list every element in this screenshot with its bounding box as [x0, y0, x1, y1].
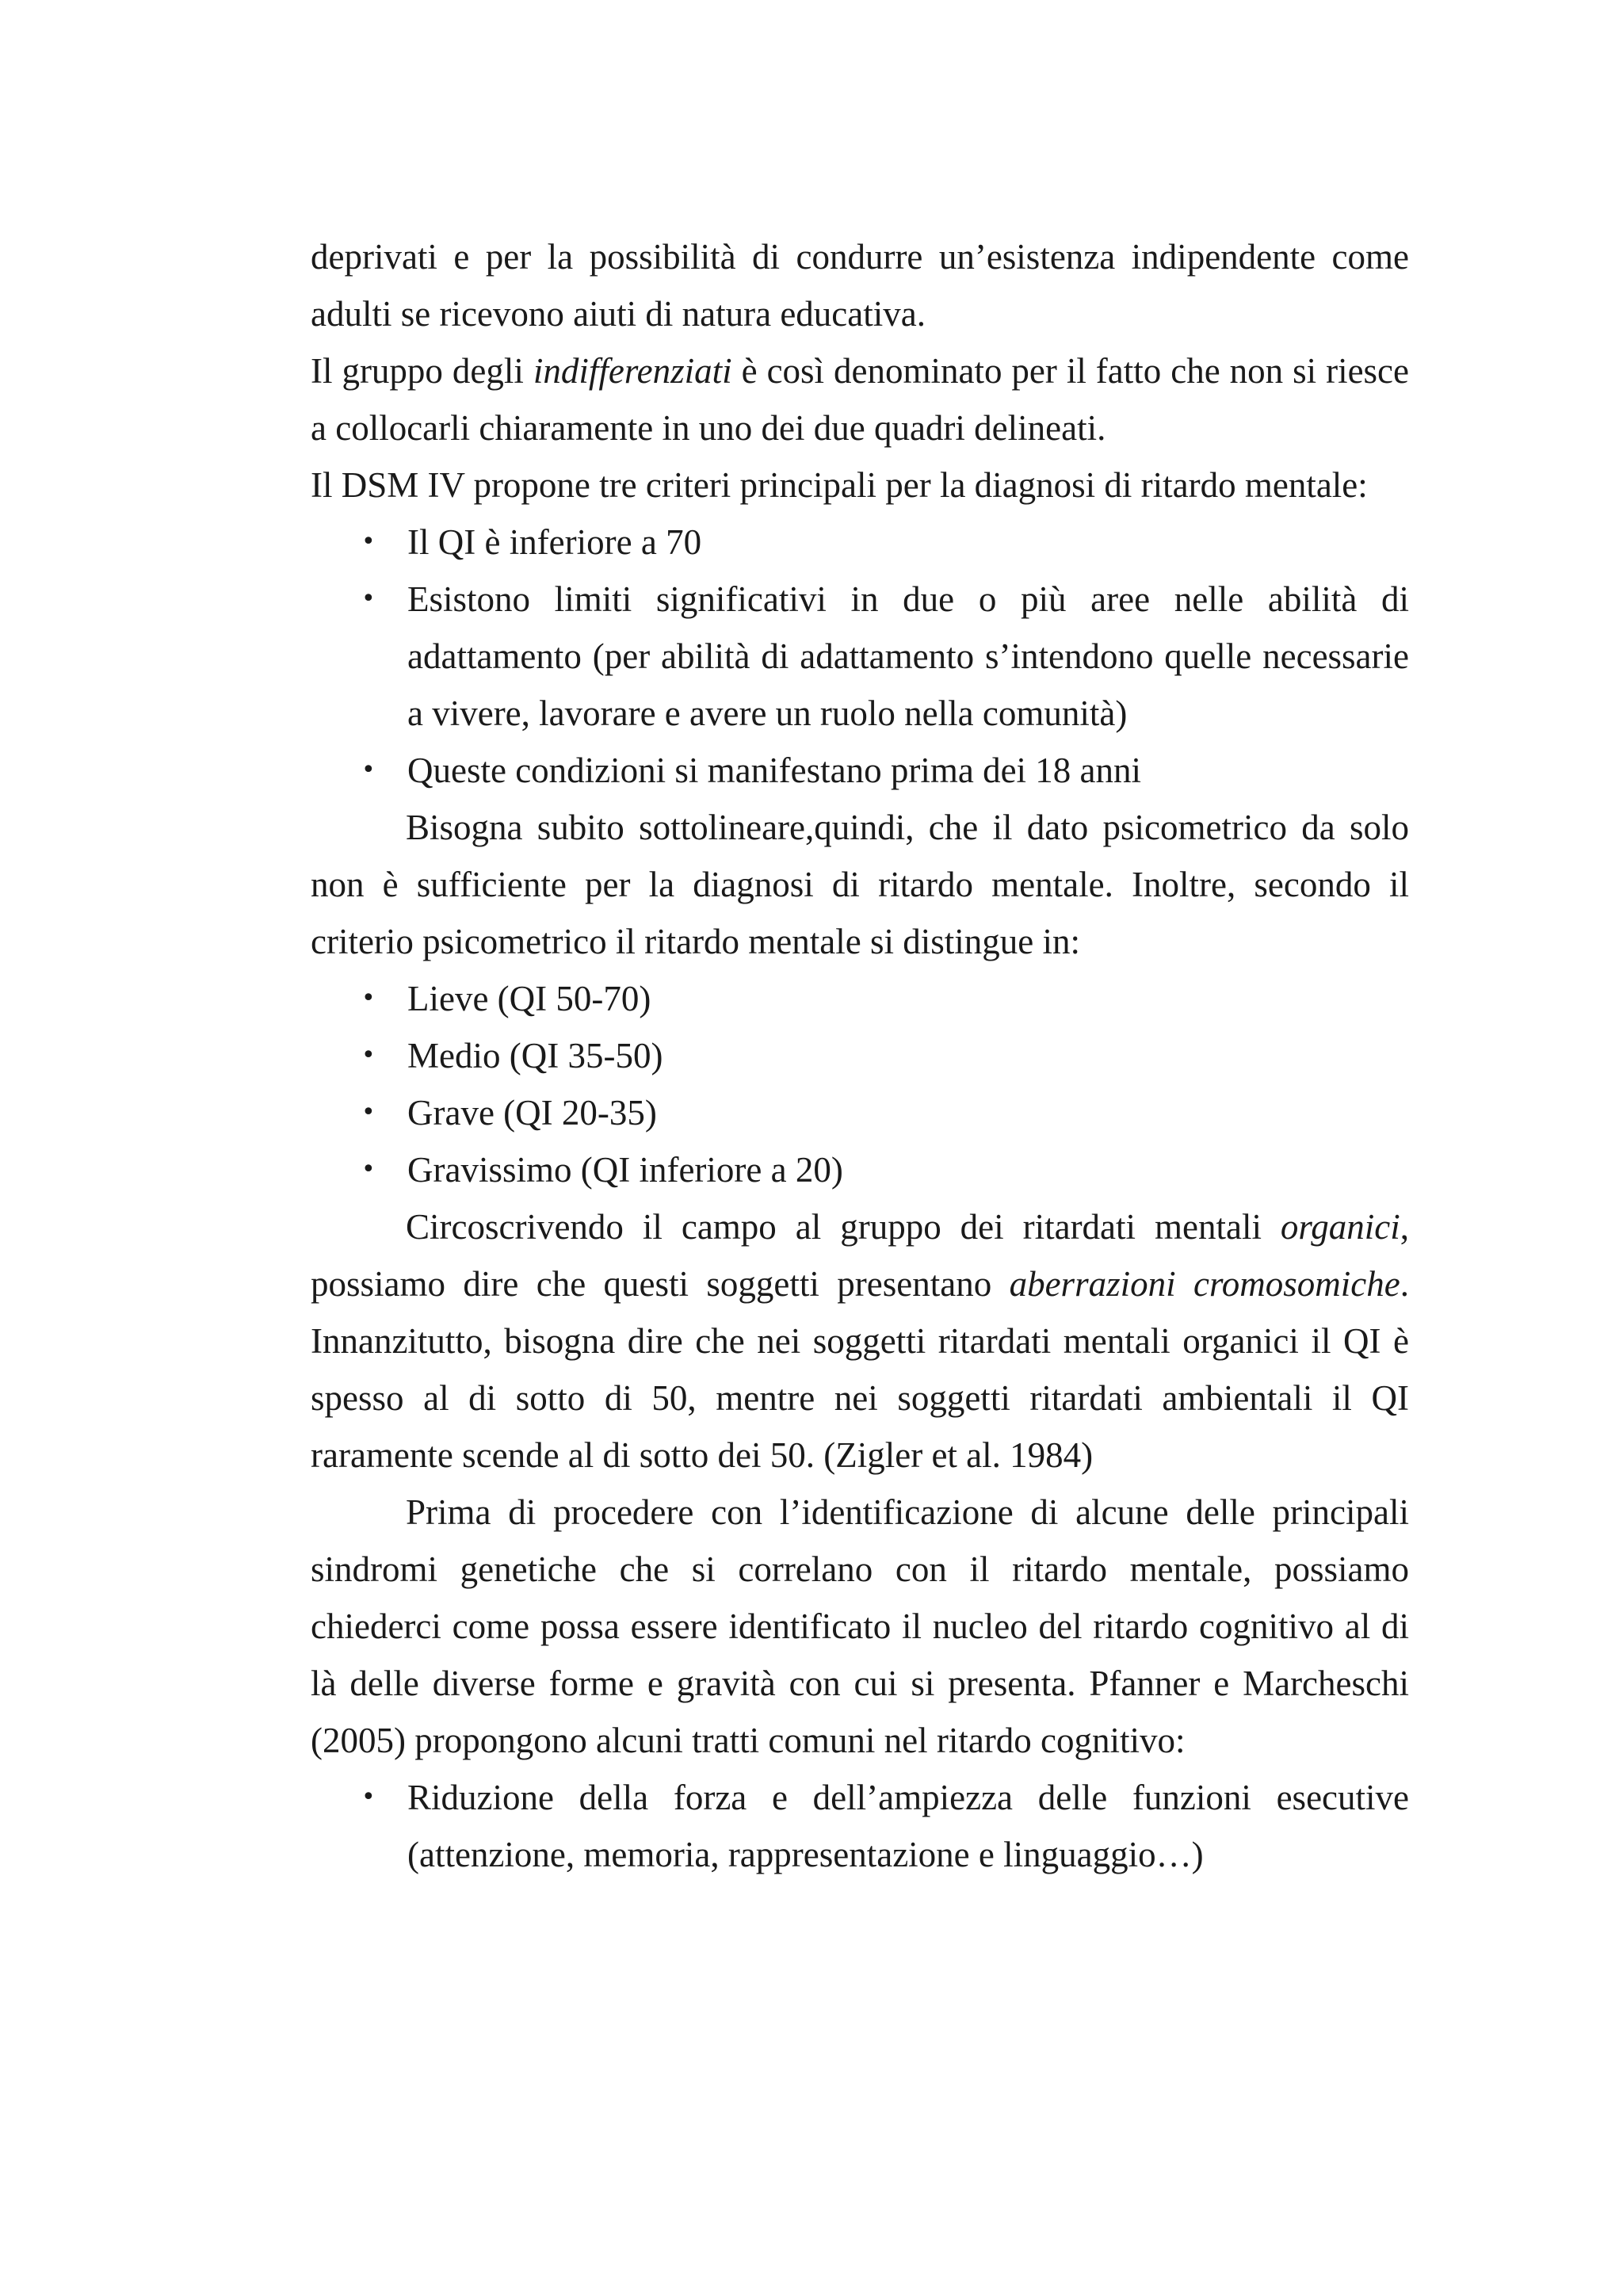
- bullet-icon: •: [361, 756, 376, 784]
- term-aberrazioni-cromosomiche: aberrazioni cromosomiche: [1009, 1264, 1400, 1304]
- list-item: • Medio (QI 35-50): [311, 1027, 1409, 1084]
- list-item: • Riduzione della forza e dell’ampiezza delle funzioni esecutive (attenzione, memoria, rappresentazione e linguaggio…): [311, 1769, 1409, 1883]
- list-item: • Il QI è inferiore a 70: [311, 514, 1409, 571]
- criteria-list: [311, 514, 1409, 799]
- list-item: • Grave (QI 20-35): [311, 1084, 1409, 1141]
- list-item: • Queste condizioni si manifestano prima dei 18 anni: [311, 742, 1409, 799]
- document-page: [311, 228, 1409, 1883]
- bullet-icon: •: [361, 1041, 376, 1069]
- bullet-icon: •: [361, 528, 376, 556]
- paragraph-cognitive-traits: Prima di procedere con l’identificazione di alcune delle principali sindromi genetiche che si correlano con il ritardo mentale, possiamo chiederci come possa essere identificato il nucleo del ritardo cognitivo al di là delle diverse forme e gravità con cui si presenta. Pfanner e Marcheschi (2005) propongono alcuni tratti comuni nel ritardo cognitivo:: [311, 1492, 1409, 1760]
- traits-list: [311, 1769, 1409, 1883]
- paragraph-organic: Circoscrivendo il campo al gruppo dei ritardati mentali organici, possiamo dire che questi soggetti presentano aberrazioni cromosomiche. Innanzitutto, bisogna dire che nei soggetti ritardati mentali organici il QI è spesso al di sotto di 50, mentre nei soggetti ritardati ambientali il QI raramente scende al di sotto dei 50. (Zigler et al. 1984): [311, 1207, 1409, 1475]
- bullet-icon: •: [361, 1156, 376, 1183]
- term-indifferenziati: indifferenziati: [533, 351, 732, 391]
- paragraph-psychometric: Bisogna subito sottolineare,quindi, che il dato psicometrico da solo non è sufficiente per la diagnosi di ritardo mentale. Inoltre, secondo il criterio psicometrico il ritardo mentale si distingue in:: [311, 808, 1409, 961]
- paragraph-indifferenziati: Il gruppo degli indifferenziati è così denominato per il fatto che non si riesce a collocarli chiaramente in uno dei due quadri delineati.: [311, 351, 1409, 448]
- bullet-icon: •: [361, 984, 376, 1012]
- list-item: • Gravissimo (QI inferiore a 20): [311, 1141, 1409, 1198]
- term-organici: organici: [1280, 1207, 1400, 1247]
- list-item: • Esistono limiti significativi in due o più aree nelle abilità di adattamento (per abilità di adattamento s’intendono quelle necessarie a vivere, lavorare e avere un ruolo nella comunità): [311, 571, 1409, 742]
- bullet-icon: •: [361, 585, 376, 613]
- severity-list: [311, 970, 1409, 1198]
- paragraph-dsm-criteria-intro: Il DSM IV propone tre criteri principali per la diagnosi di ritardo mentale:: [311, 465, 1368, 505]
- list-item: • Lieve (QI 50-70): [311, 970, 1409, 1027]
- paragraph-deprivati: deprivati e per la possibilità di condurre un’esistenza indipendente come adulti se ricevono aiuti di natura educativa.: [311, 237, 1409, 334]
- bullet-icon: •: [361, 1098, 376, 1126]
- bullet-icon: •: [361, 1783, 376, 1811]
